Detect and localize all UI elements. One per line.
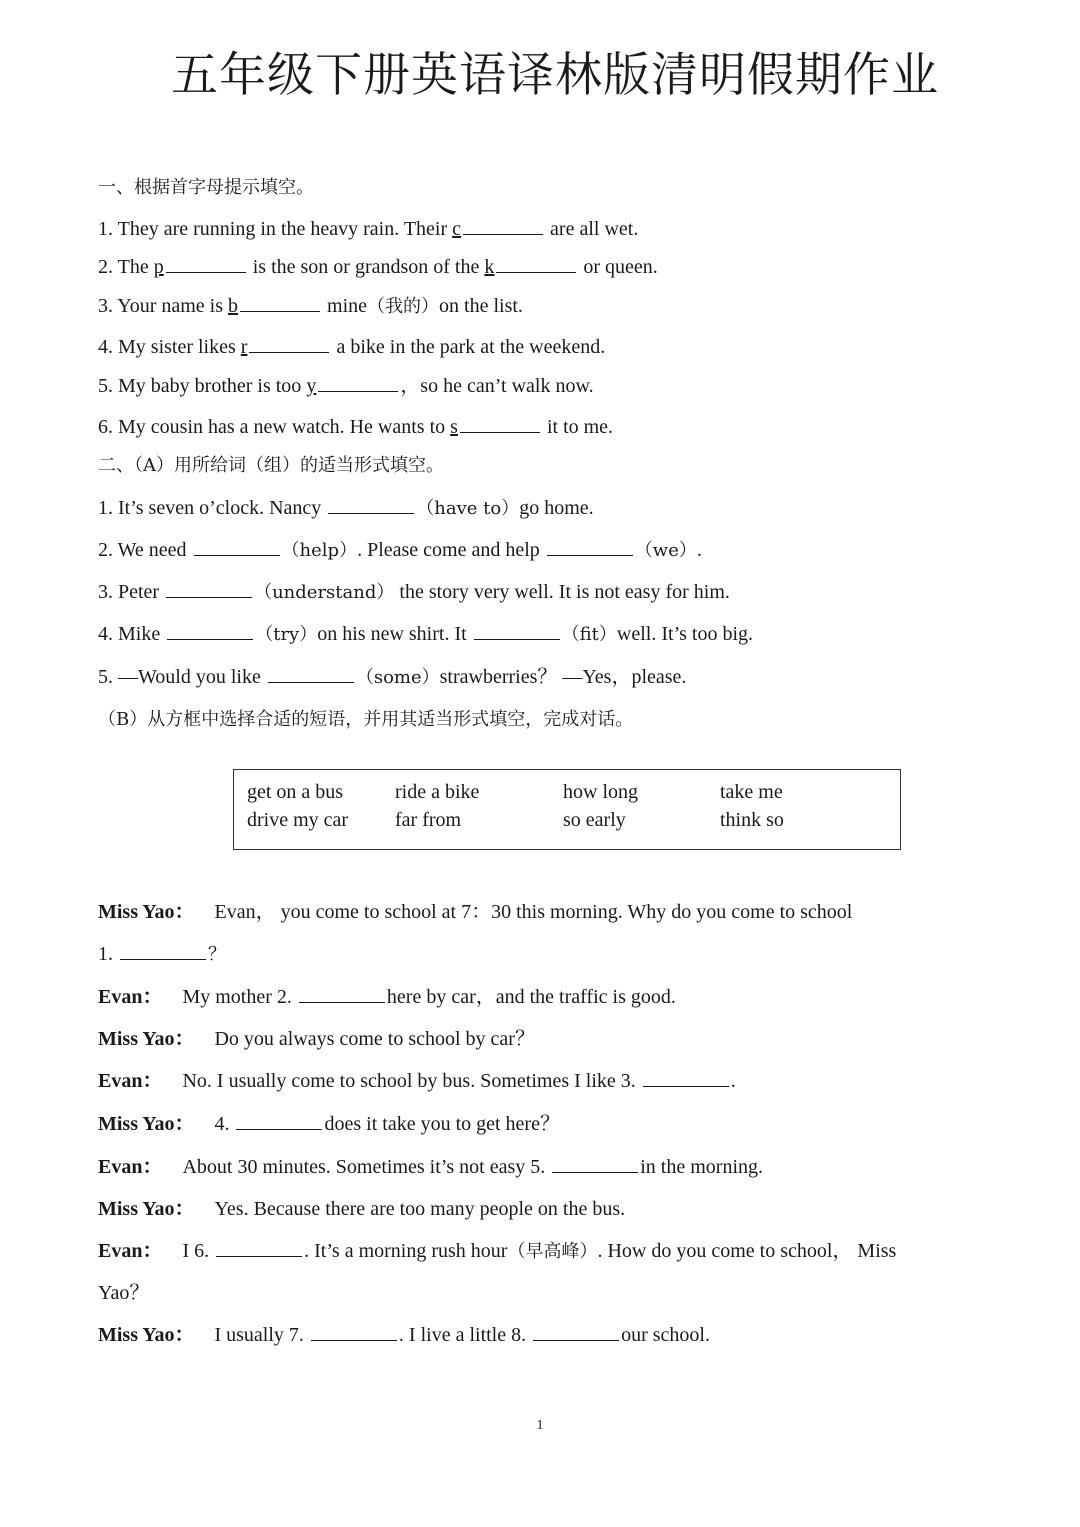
dialogue-line-4: Miss Yao： Do you always come to school by car？ bbox=[98, 1028, 535, 1050]
speaker: Evan： bbox=[98, 1070, 163, 1092]
speaker: Evan： bbox=[98, 1240, 163, 1262]
dialogue-line-11: Miss Yao： I usually 7. . I live a little 8. our school. bbox=[98, 1324, 710, 1346]
phrase: so early bbox=[563, 809, 626, 831]
page-number: 1 bbox=[536, 1418, 544, 1433]
answer-blank[interactable] bbox=[318, 373, 398, 392]
speaker: Miss Yao： bbox=[98, 901, 195, 923]
dialogue-line-6: Miss Yao： 4. does it take you to get here？ bbox=[98, 1113, 560, 1135]
speaker: Miss Yao： bbox=[98, 1198, 195, 1220]
answer-blank[interactable] bbox=[552, 1154, 638, 1173]
blank-hint: r bbox=[240, 336, 248, 358]
section2a-heading: 二、（A）用所给词（组）的适当形式填空。 bbox=[98, 455, 444, 476]
answer-blank[interactable] bbox=[533, 1322, 619, 1341]
s1-item-4: 4. My sister likes r a bike in the park at the weekend. bbox=[98, 336, 606, 358]
s2a-item-2: 2. We need （help）. Please come and help （we）. bbox=[98, 539, 702, 561]
phrase: think so bbox=[720, 809, 784, 831]
dialogue-line-5: Evan： No. I usually come to school by bus. Sometimes I like 3. . bbox=[98, 1070, 736, 1092]
speaker: Miss Yao： bbox=[98, 1324, 195, 1346]
page-title: 五年级下册英语译林版清明假期作业 bbox=[171, 48, 939, 103]
blank-hint: s bbox=[450, 416, 458, 438]
answer-blank[interactable] bbox=[496, 254, 576, 273]
phrase: far from bbox=[395, 809, 462, 831]
section1-heading: 一、根据首字母提示填空。 bbox=[98, 177, 314, 198]
blank-hint: y bbox=[306, 375, 317, 397]
dialogue-line-1: Miss Yao： Evan， you come to school at 7：30 this morning. Why do you come to school bbox=[98, 901, 853, 923]
s1-item-5: 5. My baby brother is too y ，so he can’t walk now. bbox=[98, 375, 594, 397]
s1-item-1: 1. They are running in the heavy rain. Their c are all wet. bbox=[98, 218, 639, 240]
answer-blank[interactable] bbox=[236, 1111, 322, 1130]
s2a-item-1: 1. It’s seven o’clock. Nancy （have to）go home. bbox=[98, 497, 594, 519]
answer-blank[interactable] bbox=[216, 1238, 302, 1257]
answer-blank[interactable] bbox=[643, 1068, 729, 1087]
answer-blank[interactable] bbox=[463, 216, 543, 235]
answer-blank[interactable] bbox=[240, 293, 320, 312]
dialogue-line-8: Miss Yao： Yes. Because there are too many people on the bus. bbox=[98, 1198, 626, 1220]
phrase: get on a bus bbox=[247, 781, 344, 803]
s1-item-3: 3. Your name is b mine（我的）on the list. bbox=[98, 295, 523, 317]
answer-blank[interactable] bbox=[166, 254, 246, 273]
answer-blank[interactable] bbox=[268, 664, 354, 683]
answer-blank[interactable] bbox=[547, 537, 633, 556]
speaker: Miss Yao： bbox=[98, 1113, 195, 1135]
answer-blank[interactable] bbox=[166, 579, 252, 598]
section2b-heading: （B）从方框中选择合适的短语，并用其适当形式填空，完成对话。 bbox=[98, 709, 634, 730]
s2a-item-3: 3. Peter （understand） the story very well. It is not easy for him. bbox=[98, 581, 730, 603]
answer-blank[interactable] bbox=[249, 334, 329, 353]
blank-hint: c bbox=[452, 218, 462, 240]
speaker: Miss Yao： bbox=[98, 1028, 195, 1050]
answer-blank[interactable] bbox=[194, 537, 280, 556]
dialogue-line-7: Evan： About 30 minutes. Sometimes it’s not easy 5. in the morning. bbox=[98, 1156, 763, 1178]
answer-blank[interactable] bbox=[167, 621, 253, 640]
answer-blank[interactable] bbox=[311, 1322, 397, 1341]
dialogue-line-9: Evan： I 6. . It’s a morning rush hour（早高峰）. How do you come to school， Miss bbox=[98, 1240, 897, 1262]
blank-hint: p bbox=[153, 256, 164, 278]
speaker: Evan： bbox=[98, 986, 163, 1008]
dialogue-line-10: Yao？ bbox=[98, 1282, 150, 1304]
answer-blank[interactable] bbox=[460, 414, 540, 433]
phrase: take me bbox=[720, 781, 783, 803]
blank-hint: b bbox=[228, 295, 239, 317]
s2a-item-5: 5. —Would you like （some）strawberries？ —Yes，please. bbox=[98, 666, 687, 688]
dialogue-line-3: Evan： My mother 2. here by car，and the traffic is good. bbox=[98, 986, 676, 1008]
phrase-box bbox=[233, 769, 901, 850]
s1-item-6: 6. My cousin has a new watch. He wants to s it to me. bbox=[98, 416, 614, 438]
dialogue-line-2: 1. ？ bbox=[98, 943, 226, 965]
phrase: ride a bike bbox=[395, 781, 480, 803]
blank-hint: k bbox=[484, 256, 495, 278]
s2a-item-4: 4. Mike （try）on his new shirt. It （fit）well. It’s too big. bbox=[98, 623, 754, 645]
phrase: drive my car bbox=[247, 809, 349, 831]
answer-blank[interactable] bbox=[299, 984, 385, 1003]
phrase: how long bbox=[563, 781, 638, 803]
answer-blank[interactable] bbox=[328, 495, 414, 514]
answer-blank[interactable] bbox=[120, 941, 206, 960]
speaker: Evan： bbox=[98, 1156, 163, 1178]
s1-item-2: 2. The p is the son or grandson of the k or queen. bbox=[98, 256, 658, 278]
answer-blank[interactable] bbox=[474, 621, 560, 640]
